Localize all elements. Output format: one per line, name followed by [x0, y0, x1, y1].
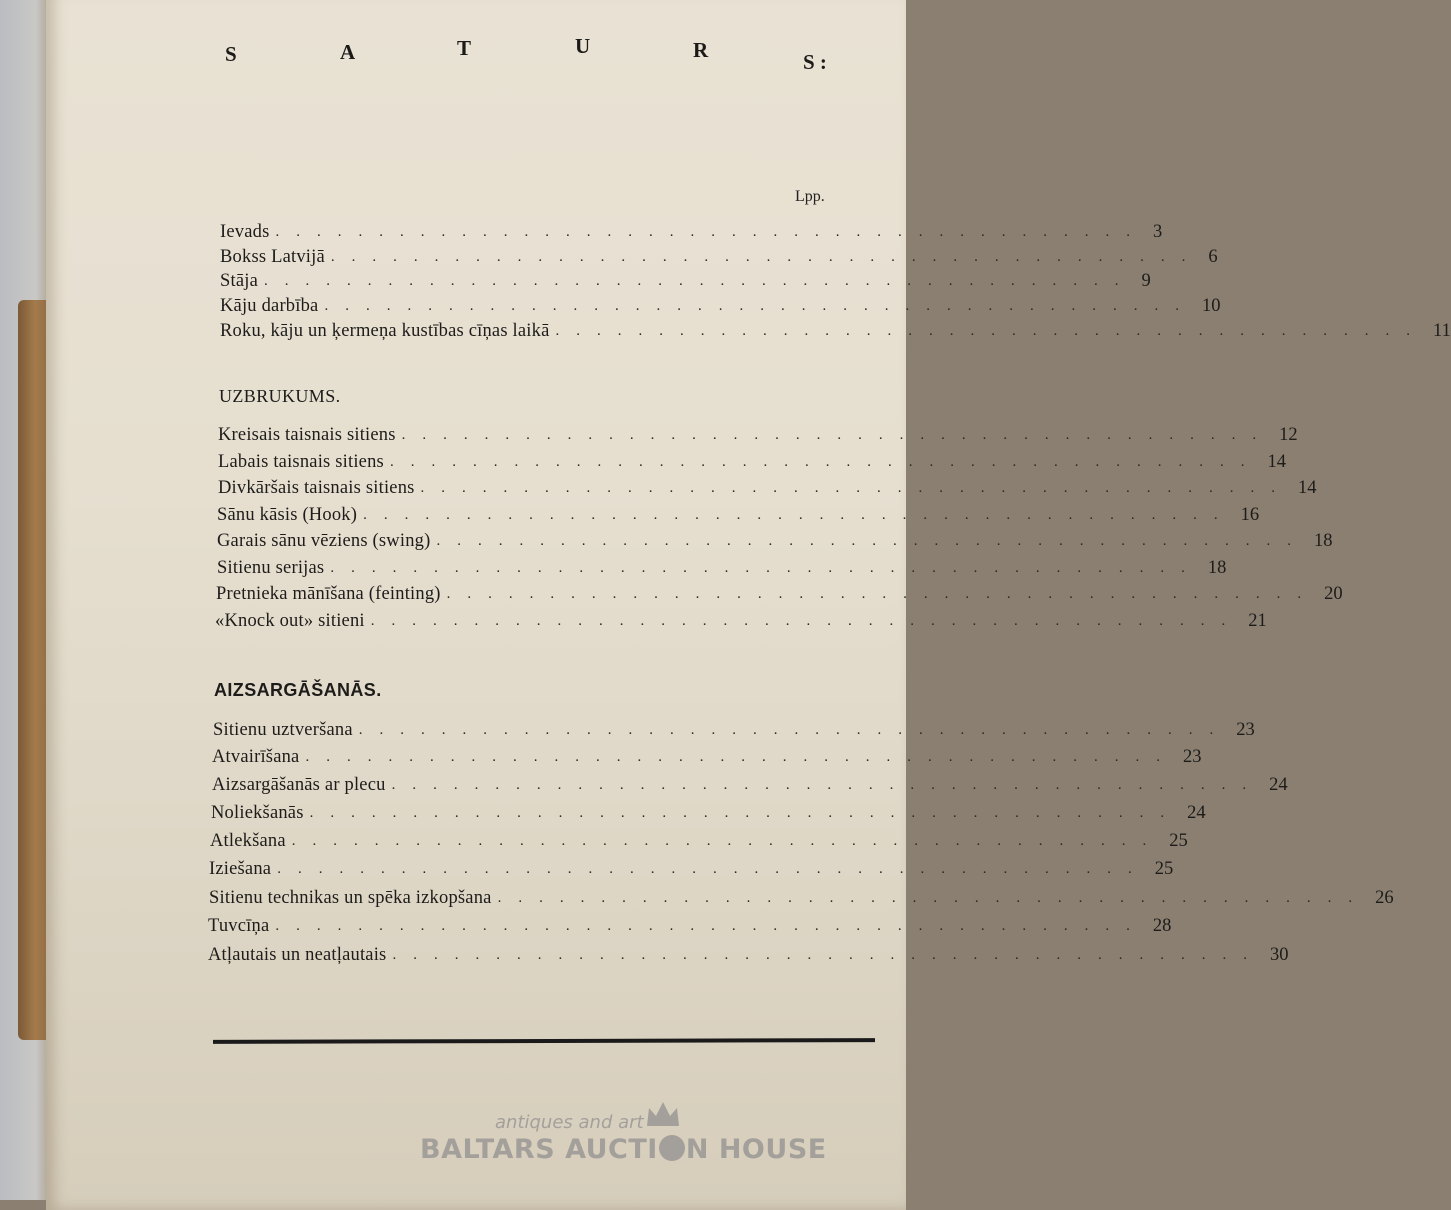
toc-entry-page: 24: [1269, 775, 1288, 795]
toc-entry: [216, 581, 1343, 607]
toc-entry-page: 10: [1201, 296, 1221, 316]
toc-entry: [217, 502, 1260, 528]
toc-entry-page: 16: [1240, 505, 1260, 525]
toc-entry-label: Atlekšana: [210, 831, 286, 851]
toc-entry-page: 23: [1236, 720, 1255, 740]
title-letter: A: [340, 40, 356, 64]
watermark-brand-start: BALTARS AUCTI: [420, 1134, 658, 1165]
dot-leader: ..........................................: [555, 323, 1428, 339]
toc-entry-label: Stāja: [220, 271, 258, 291]
page-title: [225, 32, 845, 92]
toc-entry: [210, 828, 1188, 854]
toc-entry-label: Atļautais un neatļautais: [208, 945, 387, 965]
crown-icon: [645, 1100, 681, 1128]
section-heading-defense: AIZSARGĀŠANĀS.: [214, 680, 382, 700]
dot-leader: ..........................................: [358, 722, 1231, 738]
dot-leader: ..........................................: [330, 249, 1203, 265]
title-letter: S: [225, 42, 237, 66]
title-letter: S :: [803, 50, 827, 74]
toc-entry: [218, 475, 1317, 501]
toc-entry-page: 20: [1324, 584, 1343, 604]
toc-entry-page: 14: [1267, 452, 1286, 472]
dot-leader: ..........................................: [330, 560, 1202, 576]
toc-entry-page: 14: [1298, 478, 1317, 498]
toc-entry-label: Iziešana: [209, 859, 272, 879]
dot-leader: ..........................................: [275, 918, 1147, 934]
toc-entry-page: 9: [1141, 271, 1151, 291]
toc-entry-label: Tuvcīņa: [208, 916, 270, 936]
toc-entry-page: 21: [1248, 611, 1267, 631]
watermark-o-icon: [659, 1135, 685, 1161]
dot-leader: ..........................................: [401, 427, 1274, 443]
toc-entry: [220, 268, 1151, 294]
title-letter: R: [693, 38, 709, 62]
toc-entry: [220, 293, 1221, 319]
dot-leader: ..........................................: [389, 454, 1262, 470]
toc-entry-label: Divkāršais taisnais sitiens: [218, 478, 415, 498]
toc-entry: [212, 744, 1202, 770]
toc-entry-label: Roku, kāju un ķermeņa kustības cīņas laikā: [220, 321, 550, 341]
toc-entry-label: Garais sānu vēziens (swing): [217, 531, 431, 551]
toc-entry-label: Sitienu serijas: [217, 558, 325, 578]
dot-leader: ..........................................: [370, 613, 1243, 629]
toc-entry-page: 28: [1152, 916, 1172, 936]
toc-entry: [215, 608, 1267, 634]
watermark-tagline: antiques and art: [495, 1112, 644, 1133]
title-letter: U: [575, 34, 591, 58]
toc-entry: [220, 219, 1163, 245]
toc-entry-label: Kreisais taisnais sitiens: [218, 425, 396, 445]
dot-leader: ..........................................: [275, 224, 1147, 240]
dot-leader: ..........................................: [324, 298, 1196, 314]
toc-entry-label: Noliekšanās: [211, 803, 304, 823]
toc-entry: [209, 856, 1174, 882]
toc-entry-page: 18: [1313, 531, 1333, 551]
toc-entry-label: Sitienu uztveršana: [213, 720, 353, 740]
toc-entry: [220, 244, 1218, 270]
toc-entry-page: 30: [1269, 945, 1289, 965]
dot-leader: ..........................................: [420, 480, 1293, 496]
toc-entry: [212, 772, 1288, 798]
toc-entry-page: 3: [1152, 222, 1163, 242]
toc-entry: [217, 555, 1227, 581]
toc-entry-label: Atvairīšana: [212, 747, 300, 767]
toc-entry-page: 18: [1207, 558, 1227, 578]
toc-entry-label: Kāju darbība: [220, 296, 319, 316]
watermark-brand: [420, 1134, 827, 1165]
toc-entry-label: Labais taisnais sitiens: [218, 452, 384, 472]
toc-entry-page: 25: [1154, 859, 1174, 879]
dot-leader: ..........................................: [497, 890, 1370, 906]
dot-leader: ..........................................: [305, 749, 1177, 765]
toc-entry-label: Pretnieka mānīšana (feinting): [216, 584, 441, 604]
toc-entry-label: Aizsargāšanās ar plecu: [212, 775, 386, 795]
toc-entry: [209, 885, 1394, 911]
toc-entry-page: 11: [1433, 321, 1451, 341]
toc-entry: [213, 717, 1255, 743]
toc-entry: [218, 449, 1286, 475]
toc-entry-label: Bokss Latvijā: [220, 247, 325, 267]
toc-entry-page: 25: [1169, 831, 1188, 851]
watermark-brand-end: N HOUSE: [685, 1134, 827, 1165]
toc-entry-page: 6: [1208, 247, 1218, 267]
dot-leader: ..........................................: [277, 861, 1149, 877]
toc-entry: [220, 318, 1451, 344]
page-column-label: Lpp.: [795, 188, 825, 205]
dot-leader: ..........................................: [446, 586, 1319, 602]
toc-entry-label: Sitienu technikas un spēka izkopšana: [209, 888, 492, 908]
toc-entry-label: «Knock out» sitieni: [215, 611, 365, 631]
title-letter: T: [457, 36, 472, 60]
dot-leader: ..........................................: [309, 805, 1182, 821]
dot-leader: ..........................................: [392, 947, 1264, 963]
toc-entry-label: Ievads: [220, 222, 270, 242]
toc-entry-page: 23: [1182, 747, 1202, 767]
dot-leader: ..........................................: [264, 273, 1136, 289]
section-heading-attack: UZBRUKUMS.: [219, 386, 341, 406]
toc-entry: [217, 528, 1333, 554]
dot-leader: ..........................................: [363, 507, 1235, 523]
toc-entry: [208, 942, 1289, 968]
dot-leader: ..........................................: [291, 833, 1164, 849]
toc-entry-page: 12: [1279, 425, 1298, 445]
toc-entry: [211, 800, 1206, 826]
toc-entry-label: Sānu kāsis (Hook): [217, 505, 358, 525]
dot-leader: ..........................................: [436, 533, 1308, 549]
toc-entry: [208, 913, 1172, 939]
dot-leader: ..........................................: [391, 777, 1264, 793]
toc-entry-page: 24: [1187, 803, 1206, 823]
toc-entry-page: 26: [1375, 888, 1394, 908]
watermark: [420, 1100, 840, 1180]
toc-entry: [218, 422, 1298, 448]
